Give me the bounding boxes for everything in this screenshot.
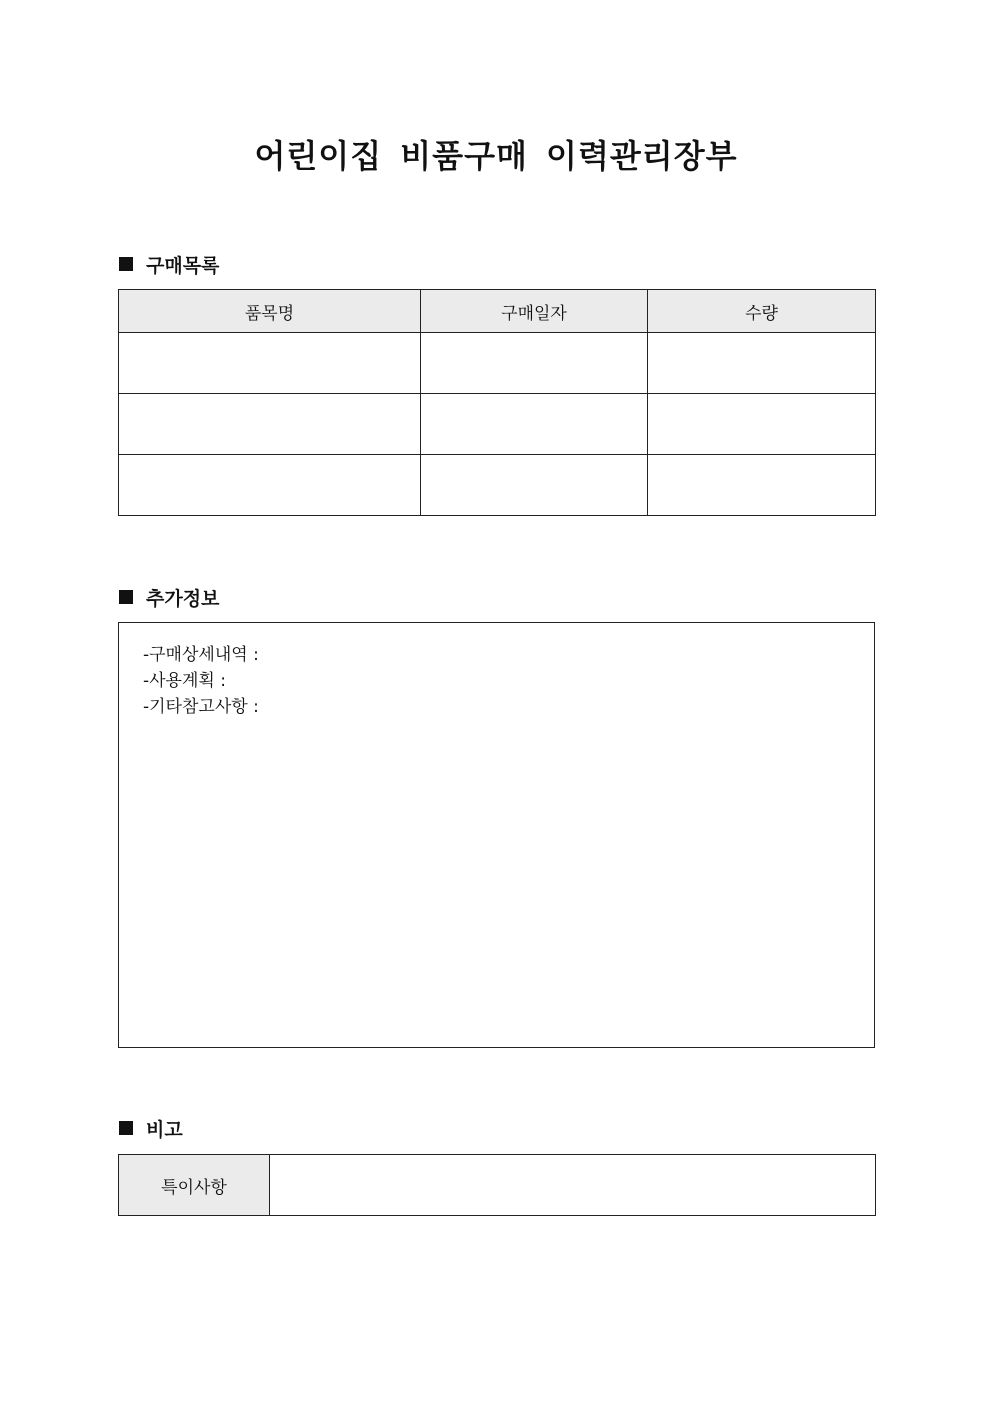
column-header-purchase-date: 구매일자	[421, 290, 648, 333]
additional-info-lines	[143, 642, 259, 720]
purchase-section-title: 구매목록	[146, 254, 220, 277]
remarks-section-heading	[119, 1115, 183, 1141]
purchase-date-cell[interactable]	[421, 394, 648, 455]
quantity-cell[interactable]	[648, 394, 876, 455]
item-name-cell[interactable]	[119, 455, 421, 516]
remarks-table	[118, 1154, 876, 1216]
square-bullet-icon	[119, 1121, 133, 1135]
square-bullet-icon	[119, 257, 133, 271]
additional-section-heading	[119, 584, 219, 610]
column-header-item-name: 품목명	[119, 290, 421, 333]
quantity-cell[interactable]	[648, 333, 876, 394]
purchase-section-heading	[119, 251, 219, 277]
purchase-table	[118, 289, 876, 516]
special-notes-value-cell[interactable]	[270, 1155, 876, 1216]
other-notes-line: -기타참고사항 :	[143, 697, 259, 717]
remarks-section-title: 비고	[146, 1118, 183, 1141]
usage-plan-line: -사용계획 :	[143, 671, 226, 691]
table-row	[119, 1155, 876, 1216]
quantity-cell[interactable]	[648, 455, 876, 516]
special-notes-label: 특이사항	[119, 1155, 270, 1216]
item-name-cell[interactable]	[119, 333, 421, 394]
purchase-table-header-row	[119, 290, 876, 333]
purchase-detail-line: -구매상세내역 :	[143, 645, 259, 665]
column-header-quantity: 수량	[648, 290, 876, 333]
purchase-date-cell[interactable]	[421, 333, 648, 394]
item-name-cell[interactable]	[119, 394, 421, 455]
table-row	[119, 333, 876, 394]
additional-info-box[interactable]	[118, 622, 875, 1048]
purchase-date-cell[interactable]	[421, 455, 648, 516]
table-row	[119, 455, 876, 516]
table-row	[119, 394, 876, 455]
document-title: 어린이집 비품구매 이력관리장부	[254, 137, 738, 175]
additional-section-title: 추가정보	[146, 587, 220, 610]
square-bullet-icon	[119, 590, 133, 604]
